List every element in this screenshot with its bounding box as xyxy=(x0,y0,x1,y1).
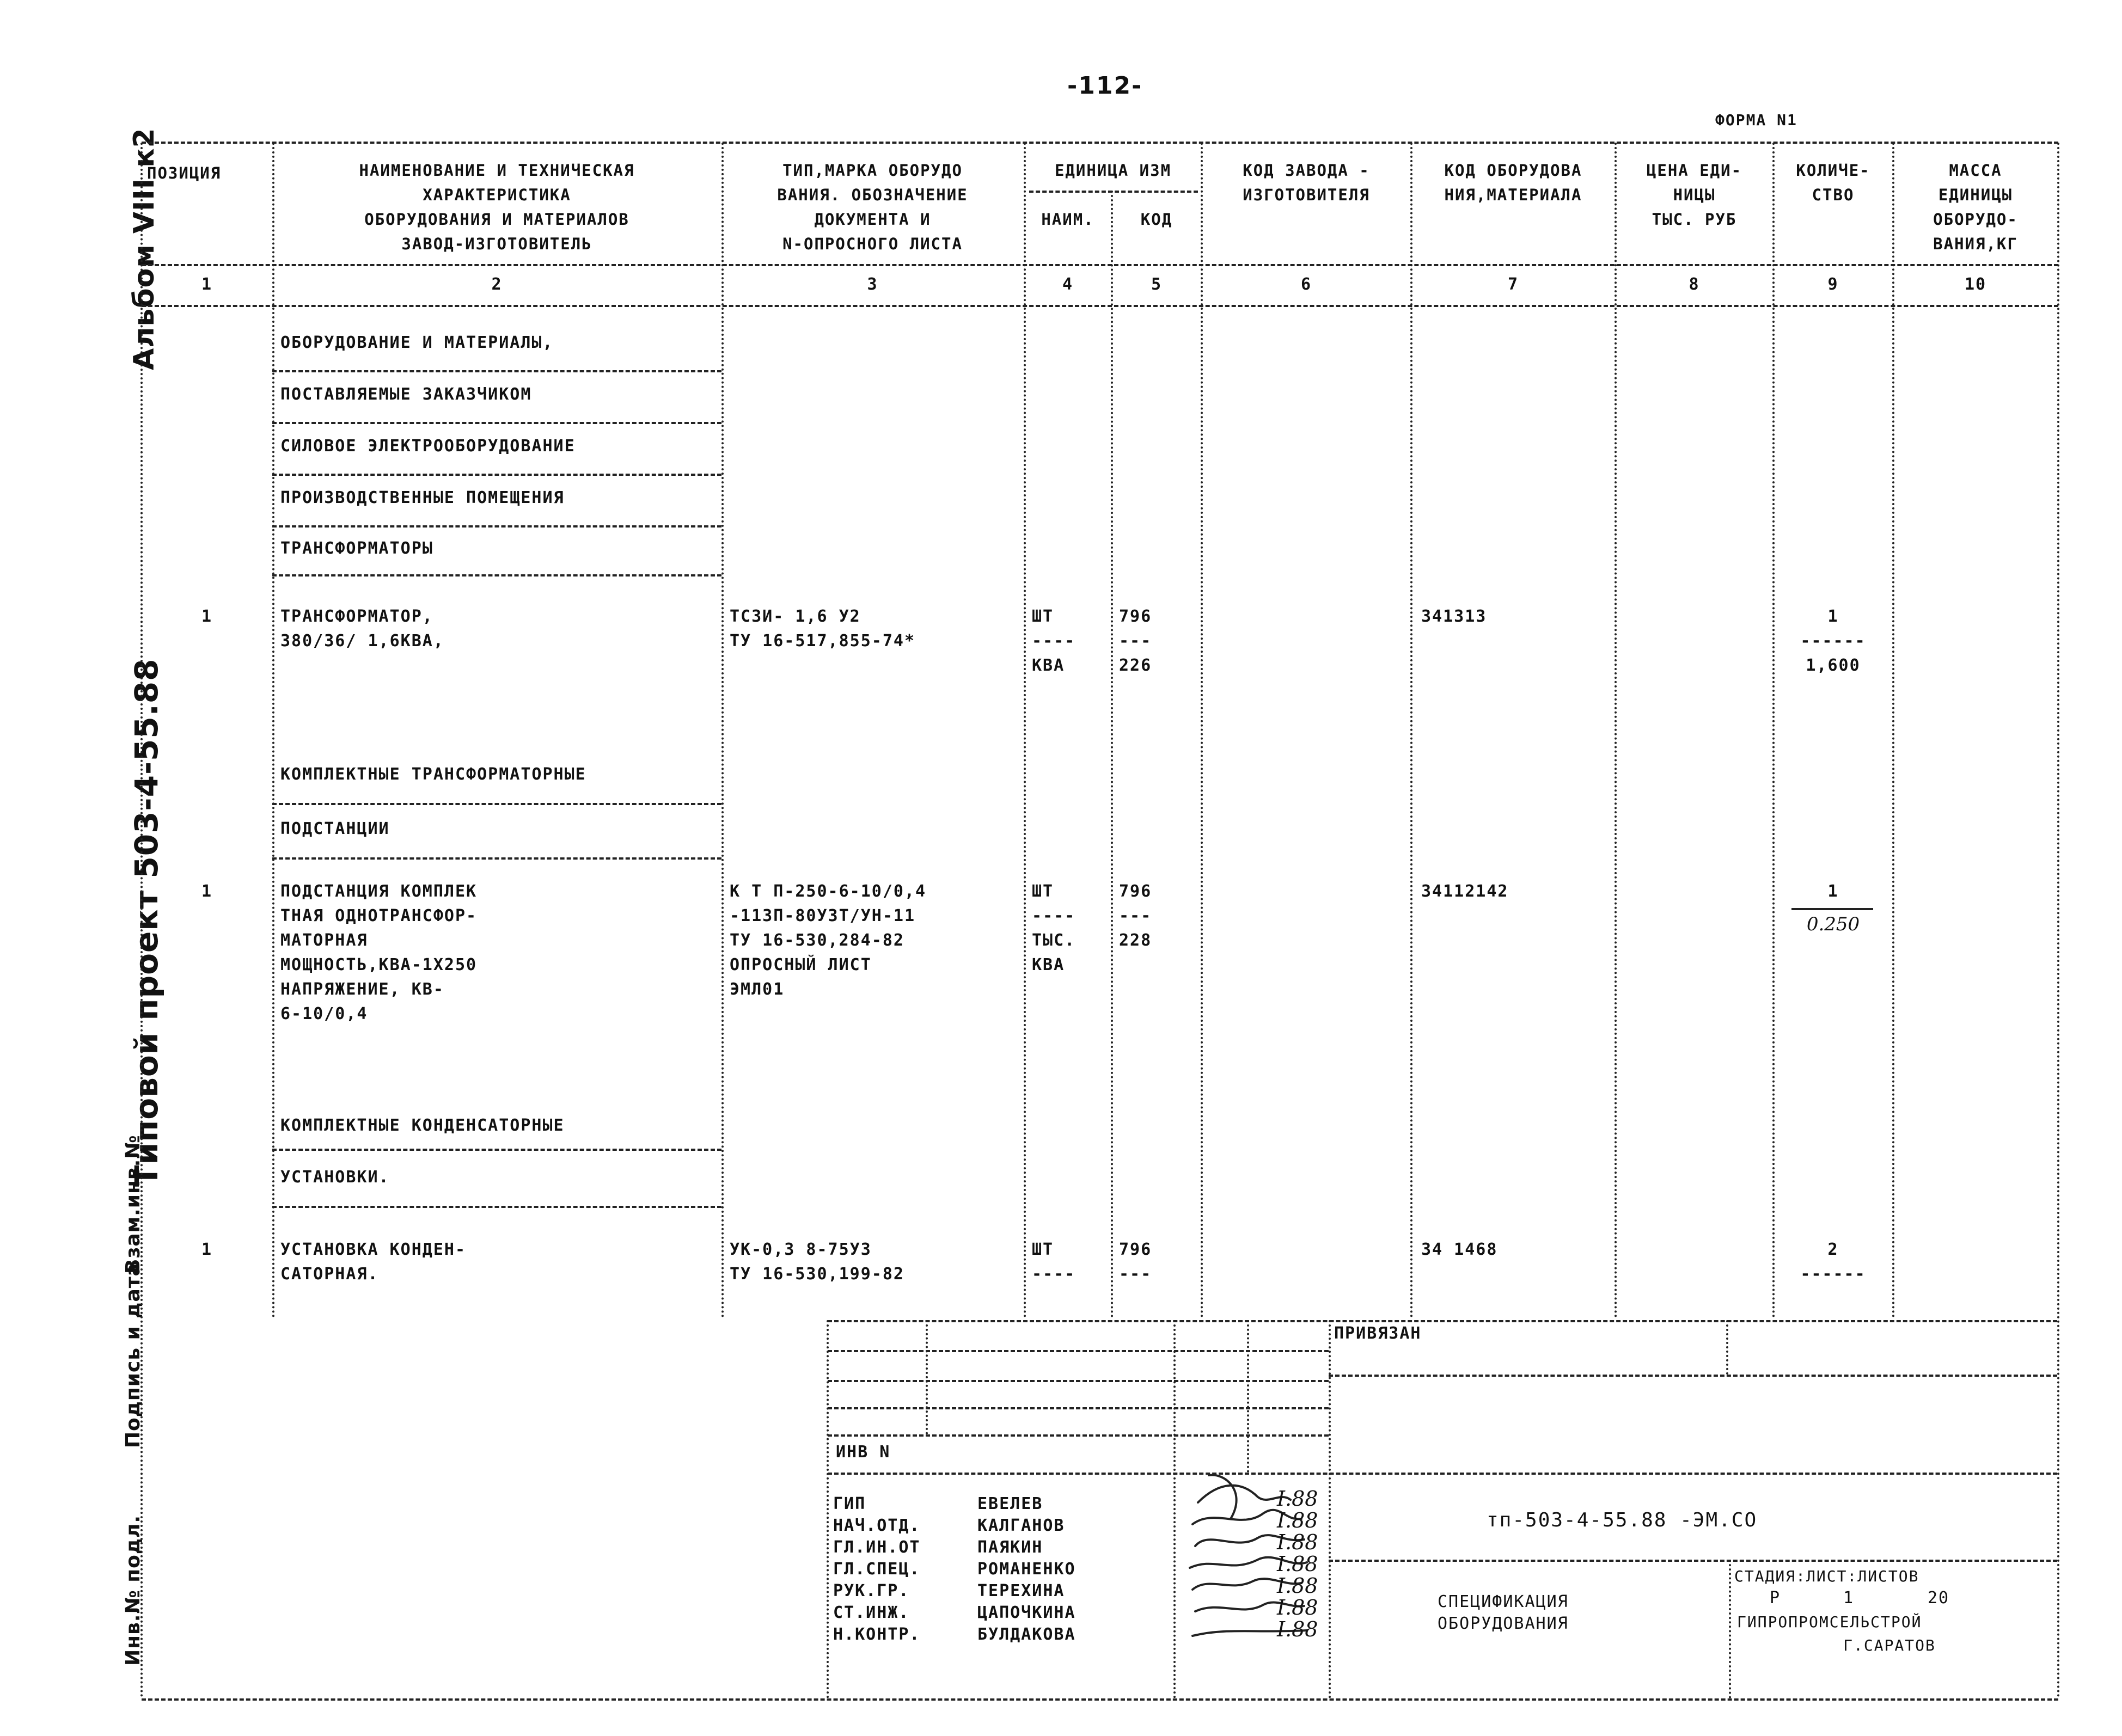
item-unit-name: ШТ xyxy=(1032,1240,1054,1259)
header-unit: ЕДИНИЦА ИЗМ xyxy=(1054,161,1172,180)
stamp-vline xyxy=(926,1320,928,1434)
stamp-vline xyxy=(827,1320,829,1698)
stamp-date: I.88 xyxy=(1277,1530,1318,1554)
item-type-line: ТСЗИ- 1,6 У2 xyxy=(730,607,861,626)
inv-podl-label: Инв.№ подл. xyxy=(122,1514,144,1666)
col-number: 3 xyxy=(867,275,878,294)
col-number: 4 xyxy=(1062,275,1074,294)
section-heading: ПОДСТАНЦИИ xyxy=(280,819,390,838)
stamp-role: Н.КОНТР. xyxy=(833,1625,921,1644)
col-line-5 xyxy=(1201,143,1203,1318)
section-line xyxy=(272,803,721,805)
stamp-title-2: ОБОРУДОВАНИЯ xyxy=(1438,1614,1569,1633)
header-price-1: ЦЕНА ЕДИ- xyxy=(1646,161,1742,180)
item-equip-code: 34 1468 xyxy=(1421,1240,1498,1259)
stamp-vline xyxy=(1247,1320,1249,1473)
item-qty-separator: ------ xyxy=(1800,631,1866,651)
item-unit-name: ШТ xyxy=(1032,882,1054,901)
header-type-3: ДОКУМЕНТА И xyxy=(814,210,931,229)
section-line xyxy=(272,574,721,576)
header-factory-code-2: ИЗГОТОВИТЕЛЯ xyxy=(1243,186,1370,204)
section-heading: ПРОИЗВОДСТВЕННЫЕ ПОМЕЩЕНИЯ xyxy=(280,488,565,507)
stamp-date: I.88 xyxy=(1277,1487,1318,1511)
header-mass-1: МАССА xyxy=(1949,161,2002,180)
item-qty: 2 xyxy=(1827,1240,1839,1259)
header-price-3: ТЫС. РУБ xyxy=(1652,210,1737,229)
col-number: 9 xyxy=(1827,275,1839,294)
item-qty-rated: 1,600 xyxy=(1806,656,1861,675)
stamp-role-name: ЦАПОЧКИНА xyxy=(977,1603,1076,1622)
stamp-date: I.88 xyxy=(1277,1552,1318,1576)
stamp-line xyxy=(1329,1560,2057,1562)
header-type-1: ТИП,МАРКА ОБОРУДО xyxy=(782,161,963,180)
section-line xyxy=(272,474,721,476)
item-unit-code: 226 xyxy=(1119,656,1152,675)
section-line xyxy=(272,422,721,424)
stamp-title-1: СПЕЦИФИКАЦИЯ xyxy=(1438,1592,1569,1611)
item-unit-name: КВА xyxy=(1032,656,1065,675)
section-line xyxy=(272,525,721,527)
form-label: ФОРМА N1 xyxy=(1715,111,1797,129)
item-name-line: ПОДСТАНЦИЯ КОМПЛЕК xyxy=(280,882,478,901)
item-type-line: УК-0,3 8-75У3 xyxy=(730,1240,872,1259)
header-price-2: НИЦЫ xyxy=(1673,186,1716,204)
stamp-stage: Р xyxy=(1769,1588,1781,1608)
stamp-city: Г.САРАТОВ xyxy=(1843,1636,1936,1654)
item-type-line: ЭМЛ01 xyxy=(730,980,785,999)
header-qty-2: СТВО xyxy=(1812,186,1855,204)
item-unit-code: 796 xyxy=(1119,607,1152,626)
item-qty-rated: 0.250 xyxy=(1806,913,1860,935)
frame-bottom xyxy=(142,1698,2058,1701)
col-number: 2 xyxy=(491,275,503,294)
header-pos: ПОЗИЦИЯ xyxy=(147,164,222,182)
item-type-line: ТУ 16-530,284-82 xyxy=(730,931,904,950)
frame-left xyxy=(140,143,143,1698)
item-name-line: МАТОРНАЯ xyxy=(280,931,368,950)
header-mass-4: ВАНИЯ,КГ xyxy=(1933,235,2018,253)
item-unit-name: ---- xyxy=(1032,1265,1076,1284)
col-line-2 xyxy=(721,143,724,1318)
item-name-line: 380/36/ 1,6КВА, xyxy=(280,631,444,651)
header-name-3: ОБОРУДОВАНИЯ И МАТЕРИАЛОВ xyxy=(364,210,629,229)
section-heading: УСТАНОВКИ. xyxy=(280,1168,390,1187)
item-name-line: МОЩНОСТЬ,КВА-1X250 xyxy=(280,955,478,974)
item-type-line: -113П-80УЗТ/УН-11 xyxy=(730,906,916,925)
item-equip-code: 341313 xyxy=(1421,607,1487,626)
item-unit-code: 228 xyxy=(1119,931,1152,950)
stamp-sheet: 1 xyxy=(1843,1588,1855,1608)
stamp-line xyxy=(1329,1375,2057,1377)
section-line xyxy=(272,857,721,860)
stamp-role: ГЛ.СПЕЦ. xyxy=(833,1560,921,1579)
item-unit-code: --- xyxy=(1119,631,1152,651)
item-position: 1 xyxy=(201,607,213,626)
section-heading: СИЛОВОЕ ЭЛЕКТРООБОРУДОВАНИЕ xyxy=(280,437,576,456)
header-name-4: ЗАВОД-ИЗГОТОВИТЕЛЬ xyxy=(401,235,592,253)
col-number: 6 xyxy=(1300,275,1312,294)
col-line-9 xyxy=(1892,143,1894,1318)
header-mass-3: ОБОРУДО- xyxy=(1933,210,2018,229)
item-name-line: 6-10/0,4 xyxy=(280,1004,368,1023)
item-name-line: САТОРНАЯ. xyxy=(280,1265,379,1284)
item-type-line: ТУ 16-517,855-74* xyxy=(730,631,916,651)
col-number: 10 xyxy=(1964,275,1987,294)
stamp-vline xyxy=(1726,1320,1728,1375)
item-unit-name: ТЫС. xyxy=(1032,931,1076,950)
item-name-line: ТНАЯ ОДНОТРАНСФОР- xyxy=(280,906,478,925)
stamp-sheets-total: 20 xyxy=(1927,1588,1950,1608)
project-label: Типовой проект 503-4-55.88 xyxy=(128,658,165,1187)
header-type-2: ВАНИЯ. ОБОЗНАЧЕНИЕ xyxy=(777,186,968,204)
section-heading: ТРАНСФОРМАТОРЫ xyxy=(280,539,433,558)
header-equip-code-2: НИЯ,МАТЕРИАЛА xyxy=(1444,186,1582,204)
section-line xyxy=(272,1206,721,1208)
section-heading: ПОСТАВЛЯЕМЫЕ ЗАКАЗЧИКОМ xyxy=(280,385,532,404)
numbers-bottom xyxy=(142,305,2058,307)
stamp-line xyxy=(828,1434,1329,1437)
item-position: 1 xyxy=(201,1240,213,1259)
header-mass-2: ЕДИНИЦЫ xyxy=(1938,186,2013,204)
frame-right xyxy=(2057,143,2059,1698)
item-name-line: НАПРЯЖЕНИЕ, КВ- xyxy=(280,980,444,999)
col-line-7 xyxy=(1615,143,1617,1318)
section-heading: ОБОРУДОВАНИЕ И МАТЕРИАЛЫ, xyxy=(280,333,554,352)
item-unit-code: --- xyxy=(1119,906,1152,925)
stamp-line xyxy=(828,1407,1329,1409)
podpis-data-label: Подпись и дата xyxy=(122,1262,144,1448)
item-type-line: К Т П-250-6-10/0,4 xyxy=(730,882,927,901)
col-line-3 xyxy=(1024,143,1026,1318)
header-qty-1: КОЛИЧЕ- xyxy=(1796,161,1870,180)
item-qty: 1 xyxy=(1827,607,1839,626)
stamp-role-name: КАЛГАНОВ xyxy=(977,1516,1065,1535)
stamp-inv: ИНВ N xyxy=(836,1443,891,1462)
stamp-role: ГИП xyxy=(833,1494,866,1513)
col-line-6 xyxy=(1410,143,1412,1318)
stamp-date: I.88 xyxy=(1277,1574,1318,1598)
stamp-document-code: тп-503-4-55.88 -ЭМ.СО xyxy=(1487,1509,1758,1531)
item-unit-code: 796 xyxy=(1119,882,1152,901)
item-qty-separator: ------ xyxy=(1800,1265,1866,1284)
header-factory-code-1: КОД ЗАВОДА - xyxy=(1243,161,1370,180)
frame-top xyxy=(142,142,2058,144)
stamp-line xyxy=(828,1320,2057,1322)
stamp-role: НАЧ.ОТД. xyxy=(833,1516,921,1535)
stamp-role: ГЛ.ИН.ОТ xyxy=(833,1538,921,1557)
stamp-vline xyxy=(1329,1320,1331,1698)
header-unit-code: КОД xyxy=(1140,210,1173,229)
stamp-role-name: БУЛДАКОВА xyxy=(977,1625,1076,1644)
header-equip-code-1: КОД ОБОРУДОВА xyxy=(1444,161,1582,180)
header-bottom xyxy=(142,264,2058,266)
col-line-1 xyxy=(272,143,274,1318)
qty-fraction-bar xyxy=(1791,908,1873,910)
item-unit-name: ШТ xyxy=(1032,607,1054,626)
col-line-8 xyxy=(1772,143,1775,1318)
page-number: -112- xyxy=(1067,72,1143,100)
col-line-4 xyxy=(1111,191,1113,1318)
col-number: 5 xyxy=(1151,275,1163,294)
section-heading: КОМПЛЕКТНЫЕ ТРАНСФОРМАТОРНЫЕ xyxy=(280,765,586,784)
item-type-line: ТУ 16-530,199-82 xyxy=(730,1265,904,1284)
stamp-date: I.88 xyxy=(1277,1617,1318,1641)
item-unit-name: КВА xyxy=(1032,955,1065,974)
col-number: 7 xyxy=(1507,275,1519,294)
stamp-role-name: ПАЯКИН xyxy=(977,1538,1043,1557)
stamp-date: I.88 xyxy=(1277,1508,1318,1532)
item-unit-code: 796 xyxy=(1119,1240,1152,1259)
item-equip-code: 34112142 xyxy=(1421,882,1509,901)
stamp-role: РУК.ГР. xyxy=(833,1581,910,1600)
item-name-line: УСТАНОВКА КОНДЕН- xyxy=(280,1240,467,1259)
item-unit-name: ---- xyxy=(1032,906,1076,925)
stamp-privyazan: ПРИВЯЗАН xyxy=(1334,1324,1422,1343)
stamp-organization: ГИПРОПРОМСЕЛЬСТРОЙ xyxy=(1737,1613,1922,1631)
section-line xyxy=(272,370,721,372)
stamp-role-name: ТЕРЕХИНА xyxy=(977,1581,1065,1600)
header-type-4: N-ОПРОСНОГО ЛИСТА xyxy=(782,235,963,253)
item-unit-code: --- xyxy=(1119,1265,1152,1284)
stamp-role: СТ.ИНЖ. xyxy=(833,1603,910,1622)
stamp-line xyxy=(828,1473,2057,1475)
stamp-vline xyxy=(1173,1320,1176,1698)
section-line xyxy=(272,1149,721,1151)
stamp-vline xyxy=(1729,1560,1731,1698)
item-unit-name: ---- xyxy=(1032,631,1076,651)
item-name-line: ТРАНСФОРМАТОР, xyxy=(280,607,433,626)
vzam-inv-label: Взам.инв.№ xyxy=(122,1134,144,1274)
stamp-role-name: ЕВЕЛЕВ xyxy=(977,1494,1043,1513)
album-label: Альбом VIII к2 xyxy=(128,127,161,370)
header-name-2: ХАРАКТЕРИСТИКА xyxy=(423,186,571,204)
section-heading: КОМПЛЕКТНЫЕ КОНДЕНСАТОРНЫЕ xyxy=(280,1116,565,1135)
header-unit-name: НАИМ. xyxy=(1041,210,1094,229)
stamp-line xyxy=(828,1350,1329,1352)
stamp-stage-header: СТАДИЯ:ЛИСТ:ЛИСТОВ xyxy=(1734,1567,1919,1585)
item-qty: 1 xyxy=(1827,882,1839,901)
item-position: 1 xyxy=(201,882,213,901)
stamp-line xyxy=(828,1380,1329,1382)
stamp-date: I.88 xyxy=(1277,1596,1318,1620)
col-number: 8 xyxy=(1689,275,1700,294)
unit-subheader-line xyxy=(1029,191,1198,193)
item-type-line: ОПРОСНЫЙ ЛИСТ xyxy=(730,955,872,974)
header-name-1: НАИМЕНОВАНИЕ И ТЕХНИЧЕСКАЯ xyxy=(359,161,635,180)
col-number: 1 xyxy=(201,275,213,294)
stamp-role-name: РОМАНЕНКО xyxy=(977,1560,1076,1579)
